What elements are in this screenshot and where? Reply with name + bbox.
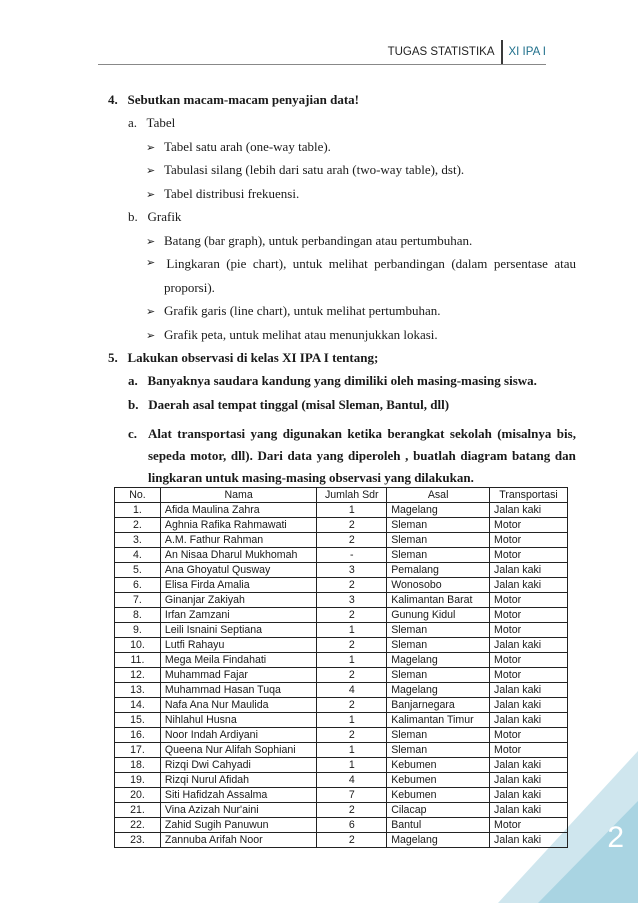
arrow-bullet-icon: ➢ bbox=[146, 235, 156, 248]
cell-nama: Noor Indah Ardiyani bbox=[160, 728, 316, 743]
header-class: XI IPA I bbox=[508, 46, 546, 58]
cell-no: 7. bbox=[115, 593, 161, 608]
cell-transportasi: Motor bbox=[490, 728, 568, 743]
table-row bbox=[115, 728, 568, 743]
cell-no: 8. bbox=[115, 608, 161, 623]
cell-asal: Kalimantan Timur bbox=[387, 713, 490, 728]
cell-asal: Magelang bbox=[387, 653, 490, 668]
q5-item-c-line: lingkaran untuk masing-masing observasi yang dilakukan. bbox=[148, 470, 474, 485]
cell-nama: Muhammad Fajar bbox=[160, 668, 316, 683]
table-row bbox=[115, 518, 568, 533]
q4-title: Sebutkan macam-macam penyajian data! bbox=[127, 92, 359, 107]
table-row bbox=[115, 668, 568, 683]
cell-no: 15. bbox=[115, 713, 161, 728]
cell-transportasi: Motor bbox=[490, 653, 568, 668]
header-divider bbox=[501, 40, 503, 64]
cell-transportasi: Jalan kaki bbox=[490, 833, 568, 848]
cell-asal: Gunung Kidul bbox=[387, 608, 490, 623]
q5-item-c-line: Alat transportasi yang digunakan ketika berangkat sekolah (misalnya bis, bbox=[148, 426, 576, 441]
cell-nama: Zannuba Arifah Noor bbox=[160, 833, 316, 848]
table-row bbox=[115, 638, 568, 653]
table-row bbox=[115, 803, 568, 818]
cell-jumlah-sdr: 6 bbox=[317, 818, 387, 833]
table-row bbox=[115, 833, 568, 848]
list-item: ➢ Tabel satu arah (one-way table). bbox=[146, 139, 331, 154]
list-item-continuation: proporsi). bbox=[164, 280, 215, 295]
cell-jumlah-sdr: 1 bbox=[317, 503, 387, 518]
cell-no: 11. bbox=[115, 653, 161, 668]
cell-asal: Sleman bbox=[387, 548, 490, 563]
cell-nama: Vina Azizah Nur'aini bbox=[160, 803, 316, 818]
cell-nama: Rizqi Dwi Cahyadi bbox=[160, 758, 316, 773]
cell-jumlah-sdr: 2 bbox=[317, 533, 387, 548]
table-row bbox=[115, 758, 568, 773]
table-row bbox=[115, 743, 568, 758]
q4-b-heading bbox=[128, 209, 181, 225]
cell-asal: Magelang bbox=[387, 683, 490, 698]
cell-nama: Mega Meila Findahati bbox=[160, 653, 316, 668]
cell-jumlah-sdr: 2 bbox=[317, 728, 387, 743]
cell-no: 1. bbox=[115, 503, 161, 518]
q4-heading bbox=[108, 92, 359, 108]
cell-asal: Sleman bbox=[387, 728, 490, 743]
cell-asal: Wonosobo bbox=[387, 578, 490, 593]
cell-nama: Rizqi Nurul Afidah bbox=[160, 773, 316, 788]
header-subject: TUGAS STATISTIKA bbox=[387, 46, 495, 58]
cell-asal: Sleman bbox=[387, 533, 490, 548]
cell-nama: Afida Maulina Zahra bbox=[160, 503, 316, 518]
cell-asal: Kalimantan Barat bbox=[387, 593, 490, 608]
cell-transportasi: Motor bbox=[490, 548, 568, 563]
cell-nama: Nafa Ana Nur Maulida bbox=[160, 698, 316, 713]
q5-number: 5. bbox=[108, 350, 118, 365]
cell-nama: Queena Nur Alifah Sophiani bbox=[160, 743, 316, 758]
cell-no: 6. bbox=[115, 578, 161, 593]
q5-heading bbox=[108, 350, 378, 366]
cell-jumlah-sdr: 3 bbox=[317, 563, 387, 578]
cell-transportasi: Motor bbox=[490, 608, 568, 623]
table-row bbox=[115, 683, 568, 698]
cell-asal: Sleman bbox=[387, 518, 490, 533]
table-header-row bbox=[115, 488, 568, 503]
cell-jumlah-sdr: 2 bbox=[317, 518, 387, 533]
list-item: ➢ Grafik peta, untuk melihat atau menunjukkan lokasi. bbox=[146, 327, 438, 342]
cell-nama: Siti Hafidzah Assalma bbox=[160, 788, 316, 803]
cell-jumlah-sdr: 2 bbox=[317, 578, 387, 593]
cell-no: 17. bbox=[115, 743, 161, 758]
arrow-bullet-icon: ➢ bbox=[146, 141, 156, 154]
list-item: ➢ Tabel distribusi frekuensi. bbox=[146, 186, 300, 201]
cell-no: 2. bbox=[115, 518, 161, 533]
cell-jumlah-sdr: 3 bbox=[317, 593, 387, 608]
column-header-jumlah-sdr: Jumlah Sdr bbox=[317, 488, 387, 503]
table-row bbox=[115, 533, 568, 548]
cell-asal: Sleman bbox=[387, 638, 490, 653]
cell-no: 16. bbox=[115, 728, 161, 743]
cell-transportasi: Jalan kaki bbox=[490, 713, 568, 728]
cell-transportasi: Jalan kaki bbox=[490, 683, 568, 698]
cell-no: 20. bbox=[115, 788, 161, 803]
cell-asal: Pemalang bbox=[387, 563, 490, 578]
cell-transportasi: Jalan kaki bbox=[490, 758, 568, 773]
cell-nama: Muhammad Hasan Tuqa bbox=[160, 683, 316, 698]
cell-jumlah-sdr: 2 bbox=[317, 668, 387, 683]
table-row bbox=[115, 818, 568, 833]
arrow-bullet-icon: ➢ bbox=[146, 256, 156, 269]
cell-jumlah-sdr: 2 bbox=[317, 698, 387, 713]
q4-b-label: Grafik bbox=[147, 209, 182, 224]
cell-asal: Sleman bbox=[387, 668, 490, 683]
cell-asal: Sleman bbox=[387, 623, 490, 638]
q5-item-c-line: sepeda motor, dll). Dari data yang diperoleh , buatlah diagram batang dan bbox=[148, 448, 576, 463]
cell-transportasi: Motor bbox=[490, 533, 568, 548]
cell-nama: Leili Isnaini Septiana bbox=[160, 623, 316, 638]
page-header bbox=[388, 40, 546, 64]
cell-transportasi: Motor bbox=[490, 593, 568, 608]
q4-a-label: Tabel bbox=[146, 115, 176, 130]
cell-no: 13. bbox=[115, 683, 161, 698]
column-header-nama: Nama bbox=[160, 488, 316, 503]
cell-transportasi: Jalan kaki bbox=[490, 788, 568, 803]
cell-transportasi: Jalan kaki bbox=[490, 773, 568, 788]
q5-item-c-letter: c. bbox=[128, 426, 138, 441]
cell-no: 18. bbox=[115, 758, 161, 773]
cell-no: 14. bbox=[115, 698, 161, 713]
cell-jumlah-sdr: 7 bbox=[317, 788, 387, 803]
cell-transportasi: Motor bbox=[490, 518, 568, 533]
cell-nama: A.M. Fathur Rahman bbox=[160, 533, 316, 548]
cell-nama: Zahid Sugih Panuwun bbox=[160, 818, 316, 833]
q4-a-heading bbox=[128, 115, 175, 131]
cell-jumlah-sdr: 2 bbox=[317, 833, 387, 848]
table-body bbox=[115, 503, 568, 848]
cell-no: 3. bbox=[115, 533, 161, 548]
cell-jumlah-sdr: 1 bbox=[317, 713, 387, 728]
cell-no: 4. bbox=[115, 548, 161, 563]
cell-nama: Ana Ghoyatul Qusway bbox=[160, 563, 316, 578]
column-header-transportasi: Transportasi bbox=[490, 488, 568, 503]
column-header-no: No. bbox=[115, 488, 161, 503]
table-row bbox=[115, 788, 568, 803]
table-row bbox=[115, 653, 568, 668]
cell-transportasi: Motor bbox=[490, 743, 568, 758]
arrow-bullet-icon: ➢ bbox=[146, 188, 156, 201]
header-rule bbox=[98, 64, 546, 65]
cell-transportasi: Jalan kaki bbox=[490, 698, 568, 713]
cell-jumlah-sdr: 4 bbox=[317, 773, 387, 788]
table-row bbox=[115, 623, 568, 638]
cell-jumlah-sdr: - bbox=[317, 548, 387, 563]
table-row bbox=[115, 773, 568, 788]
table-row bbox=[115, 713, 568, 728]
cell-jumlah-sdr: 2 bbox=[317, 638, 387, 653]
cell-nama: Nihlahul Husna bbox=[160, 713, 316, 728]
cell-no: 23. bbox=[115, 833, 161, 848]
cell-nama: Irfan Zamzani bbox=[160, 608, 316, 623]
cell-jumlah-sdr: 1 bbox=[317, 743, 387, 758]
cell-no: 9. bbox=[115, 623, 161, 638]
list-item: ➢ Tabulasi silang (lebih dari satu arah (two-way table), dst). bbox=[146, 162, 465, 177]
table-row bbox=[115, 563, 568, 578]
list-item: ➢ Grafik garis (line chart), untuk melihat pertumbuhan. bbox=[146, 303, 441, 318]
cell-jumlah-sdr: 4 bbox=[317, 683, 387, 698]
column-header-asal: Asal bbox=[387, 488, 490, 503]
list-item: ➢ Batang (bar graph), untuk perbandingan atau pertumbuhan. bbox=[146, 233, 473, 248]
cell-asal: Magelang bbox=[387, 833, 490, 848]
cell-transportasi: Jalan kaki bbox=[490, 578, 568, 593]
cell-nama: An Nisaa Dharul Mukhomah bbox=[160, 548, 316, 563]
cell-asal: Kebumen bbox=[387, 758, 490, 773]
cell-asal: Bantul bbox=[387, 818, 490, 833]
cell-asal: Kebumen bbox=[387, 788, 490, 803]
q4-number: 4. bbox=[108, 92, 118, 107]
cell-no: 10. bbox=[115, 638, 161, 653]
cell-transportasi: Motor bbox=[490, 668, 568, 683]
cell-nama: Aghnia Rafika Rahmawati bbox=[160, 518, 316, 533]
table-row bbox=[115, 608, 568, 623]
table-row bbox=[115, 698, 568, 713]
table-row bbox=[115, 593, 568, 608]
cell-asal: Kebumen bbox=[387, 773, 490, 788]
arrow-bullet-icon: ➢ bbox=[146, 305, 156, 318]
cell-no: 19. bbox=[115, 773, 161, 788]
cell-no: 22. bbox=[115, 818, 161, 833]
student-data-table bbox=[114, 487, 568, 848]
table-row bbox=[115, 548, 568, 563]
cell-asal: Banjarnegara bbox=[387, 698, 490, 713]
cell-jumlah-sdr: 1 bbox=[317, 653, 387, 668]
cell-transportasi: Motor bbox=[490, 623, 568, 638]
cell-no: 12. bbox=[115, 668, 161, 683]
cell-asal: Magelang bbox=[387, 503, 490, 518]
cell-jumlah-sdr: 2 bbox=[317, 803, 387, 818]
page-number: 2 bbox=[607, 821, 624, 854]
cell-jumlah-sdr: 2 bbox=[317, 608, 387, 623]
cell-jumlah-sdr: 1 bbox=[317, 623, 387, 638]
cell-asal: Sleman bbox=[387, 743, 490, 758]
cell-nama: Ginanjar Zakiyah bbox=[160, 593, 316, 608]
table-row bbox=[115, 578, 568, 593]
q5-item-b: b. Daerah asal tempat tinggal (misal Sleman, Bantul, dll) bbox=[128, 397, 450, 412]
q4-b-letter: b. bbox=[128, 209, 138, 224]
cell-transportasi: Jalan kaki bbox=[490, 803, 568, 818]
cell-transportasi: Jalan kaki bbox=[490, 563, 568, 578]
cell-transportasi: Jalan kaki bbox=[490, 638, 568, 653]
cell-no: 5. bbox=[115, 563, 161, 578]
list-item: ➢ Lingkaran (pie chart), untuk melihat perbandingan (dalam persentase atau bbox=[146, 256, 576, 271]
cell-nama: Lutfi Rahayu bbox=[160, 638, 316, 653]
cell-no: 21. bbox=[115, 803, 161, 818]
cell-nama: Elisa Firda Amalia bbox=[160, 578, 316, 593]
q5-title: Lakukan observasi di kelas XI IPA I tentang; bbox=[127, 350, 379, 365]
q5-item-a: a. Banyaknya saudara kandung yang dimiliki oleh masing-masing siswa. bbox=[128, 373, 537, 388]
arrow-bullet-icon: ➢ bbox=[146, 164, 156, 177]
cell-transportasi: Jalan kaki bbox=[490, 503, 568, 518]
arrow-bullet-icon: ➢ bbox=[146, 329, 156, 342]
cell-transportasi: Motor bbox=[490, 818, 568, 833]
cell-asal: Cilacap bbox=[387, 803, 490, 818]
table-row bbox=[115, 503, 568, 518]
q4-a-letter: a. bbox=[128, 115, 138, 130]
cell-jumlah-sdr: 1 bbox=[317, 758, 387, 773]
